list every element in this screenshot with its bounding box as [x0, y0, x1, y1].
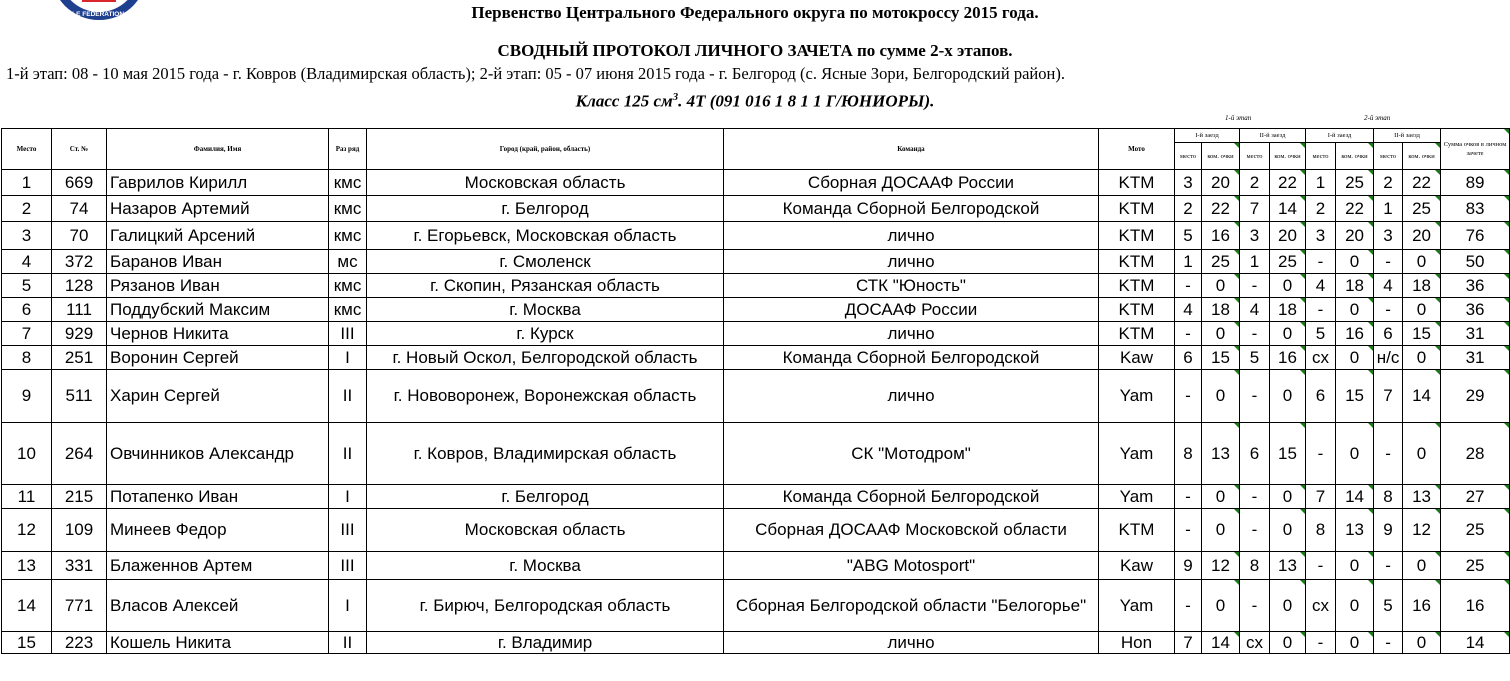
cell-total: 14: [1441, 632, 1510, 654]
cell-start-number: 929: [52, 322, 107, 346]
cell-rider-name: Галицкий Арсений: [107, 222, 329, 250]
cell-rank: кмс: [329, 222, 367, 250]
stage2-heat2: II-й заезд: [1374, 129, 1441, 143]
cell-s2h1-pos: -: [1306, 250, 1336, 274]
col-name: Фамилия, Имя: [107, 129, 329, 170]
cell-s2h2-pts: 18: [1403, 274, 1441, 298]
cell-s2h1-pos: 1: [1306, 170, 1336, 196]
cell-s1h1-pts: 0: [1202, 322, 1240, 346]
cell-s1h1-pos: 1: [1175, 250, 1202, 274]
cell-s2h1-pts: 0: [1336, 580, 1374, 632]
table-row: [2, 298, 1510, 322]
cell-moto: KTM: [1099, 170, 1175, 196]
cell-s1h2-pts: 22: [1270, 170, 1306, 196]
cell-s2h2-pos: 1: [1374, 196, 1403, 222]
cell-s1h2-pts: 16: [1270, 346, 1306, 370]
cell-s2h2-pos: 8: [1374, 485, 1403, 509]
cell-s1h1-pts: 0: [1202, 509, 1240, 552]
cell-place: 15: [2, 632, 52, 654]
cell-s1h1-pts: 25: [1202, 250, 1240, 274]
cell-s1h2-pts: 0: [1270, 632, 1306, 654]
cell-moto: Hon: [1099, 632, 1175, 654]
cell-total: 36: [1441, 274, 1510, 298]
cell-rank: кмс: [329, 196, 367, 222]
cell-start-number: 372: [52, 250, 107, 274]
s2h2-pts: ком. очки: [1403, 143, 1441, 170]
cell-start-number: 264: [52, 423, 107, 485]
cell-moto: KTM: [1099, 509, 1175, 552]
cell-rank: III: [329, 509, 367, 552]
cell-rider-name: Чернов Никита: [107, 322, 329, 346]
cell-moto: KTM: [1099, 322, 1175, 346]
cell-start-number: 331: [52, 552, 107, 580]
cell-s1h2-pos: 8: [1240, 552, 1270, 580]
col-total: Сумма очков в личном зачете: [1441, 129, 1510, 170]
cell-s1h1-pts: 18: [1202, 298, 1240, 322]
cell-s2h1-pos: 2: [1306, 196, 1336, 222]
cell-rider-name: Блаженнов Артем: [107, 552, 329, 580]
cell-s2h1-pts: 14: [1336, 485, 1374, 509]
results-table: [1, 128, 1510, 654]
cell-s2h1-pts: 25: [1336, 170, 1374, 196]
cell-s2h1-pos: 5: [1306, 322, 1336, 346]
cell-s1h1-pos: 9: [1175, 552, 1202, 580]
cell-s2h1-pts: 18: [1336, 274, 1374, 298]
cell-s2h1-pos: -: [1306, 298, 1336, 322]
cell-start-number: 511: [52, 370, 107, 423]
cell-start-number: 111: [52, 298, 107, 322]
cell-start-number: 223: [52, 632, 107, 654]
cell-s1h2-pos: -: [1240, 370, 1270, 423]
cell-city: г. Нововоронеж, Воронежская область: [367, 370, 724, 423]
table-row: [2, 552, 1510, 580]
cell-rider-name: Власов Алексей: [107, 580, 329, 632]
cell-place: 10: [2, 423, 52, 485]
cell-team: Команда Сборной Белгородской: [724, 196, 1099, 222]
cell-rider-name: Рязанов Иван: [107, 274, 329, 298]
cell-rider-name: Потапенко Иван: [107, 485, 329, 509]
s2h2-pos: место: [1374, 143, 1403, 170]
cell-s2h2-pts: 14: [1403, 370, 1441, 423]
cell-s1h1-pos: 7: [1175, 632, 1202, 654]
cell-rank: II: [329, 632, 367, 654]
cell-start-number: 771: [52, 580, 107, 632]
cell-s1h2-pts: 13: [1270, 552, 1306, 580]
stages-info: 1-й этап: 08 - 10 мая 2015 года - г. Ковров (Владимирская область); 2-й этап: 05 - 07 июня 2015 года - г. Белгород (с. Ясные Зори, Белгородский район).: [6, 64, 1065, 83]
cell-s2h2-pts: 0: [1403, 346, 1441, 370]
cell-s1h2-pts: 25: [1270, 250, 1306, 274]
cell-s1h2-pos: 1: [1240, 250, 1270, 274]
cell-s2h2-pos: 2: [1374, 170, 1403, 196]
cell-place: 12: [2, 509, 52, 552]
cell-rank: II: [329, 370, 367, 423]
cell-rider-name: Воронин Сергей: [107, 346, 329, 370]
cell-moto: Kaw: [1099, 346, 1175, 370]
cell-s1h1-pos: 8: [1175, 423, 1202, 485]
cell-s2h2-pts: 0: [1403, 250, 1441, 274]
cell-s1h2-pos: -: [1240, 322, 1270, 346]
cell-s2h1-pos: 7: [1306, 485, 1336, 509]
cell-s1h2-pos: 7: [1240, 196, 1270, 222]
cell-s1h2-pts: 0: [1270, 485, 1306, 509]
cell-rank: мс: [329, 250, 367, 274]
col-city: Город (край, район, область): [367, 129, 724, 170]
cell-s2h2-pos: -: [1374, 423, 1403, 485]
cell-s1h2-pos: сх: [1240, 632, 1270, 654]
table-row: [2, 274, 1510, 298]
cell-s2h1-pts: 0: [1336, 346, 1374, 370]
cell-team: Команда Сборной Белгородской: [724, 346, 1099, 370]
cell-s2h1-pts: 16: [1336, 322, 1374, 346]
cell-place: 11: [2, 485, 52, 509]
cell-s2h1-pts: 0: [1336, 423, 1374, 485]
cell-s2h2-pos: 9: [1374, 509, 1403, 552]
cell-place: 9: [2, 370, 52, 423]
page-title: Первенство Центрального Федерального округа по мотокроссу 2015 года.: [471, 3, 1039, 22]
cell-s2h2-pos: н/с: [1374, 346, 1403, 370]
cell-s2h2-pos: 4: [1374, 274, 1403, 298]
cell-place: 6: [2, 298, 52, 322]
cell-moto: KTM: [1099, 274, 1175, 298]
cell-s2h2-pos: -: [1374, 250, 1403, 274]
cell-team: лично: [724, 370, 1099, 423]
cell-city: Московская область: [367, 509, 724, 552]
cell-place: 1: [2, 170, 52, 196]
cell-s2h1-pos: сх: [1306, 346, 1336, 370]
cell-s2h2-pos: 5: [1374, 580, 1403, 632]
cell-s2h2-pts: 12: [1403, 509, 1441, 552]
cell-city: г. Курск: [367, 322, 724, 346]
cell-s1h1-pts: 20: [1202, 170, 1240, 196]
col-number: Ст. №: [52, 129, 107, 170]
cell-s1h2-pts: 0: [1270, 509, 1306, 552]
cell-total: 27: [1441, 485, 1510, 509]
col-team: Команда: [724, 129, 1099, 170]
cell-city: г. Владимир: [367, 632, 724, 654]
logo-text: ICYCLE FEDERATION OF R: [56, 11, 142, 18]
cell-city: г. Скопин, Рязанская область: [367, 274, 724, 298]
cell-city: г. Москва: [367, 552, 724, 580]
cell-s1h2-pos: 3: [1240, 222, 1270, 250]
cell-s1h2-pos: 2: [1240, 170, 1270, 196]
cell-city: г. Белгород: [367, 196, 724, 222]
cell-s2h2-pts: 22: [1403, 170, 1441, 196]
cell-city: г. Белгород: [367, 485, 724, 509]
table-row: [2, 580, 1510, 632]
cell-s2h2-pos: -: [1374, 552, 1403, 580]
class-title: Класс 125 $см^3$. 4Т (091 016 1 8 1 1 Г/ЮНИОРЫ).: [575, 91, 935, 111]
cell-s2h1-pos: -: [1306, 423, 1336, 485]
cell-total: 83: [1441, 196, 1510, 222]
cell-rider-name: Баранов Иван: [107, 250, 329, 274]
cell-s1h1-pos: -: [1175, 485, 1202, 509]
cell-city: г. Бирюч, Белгородская область: [367, 580, 724, 632]
cell-s1h2-pos: 4: [1240, 298, 1270, 322]
col-place: Место: [2, 129, 52, 170]
cell-s1h2-pos: 5: [1240, 346, 1270, 370]
cell-s1h1-pts: 16: [1202, 222, 1240, 250]
cell-s1h1-pos: -: [1175, 580, 1202, 632]
cell-s2h1-pts: 0: [1336, 632, 1374, 654]
cell-team: Команда Сборной Белгородской: [724, 485, 1099, 509]
cell-start-number: 215: [52, 485, 107, 509]
cell-s2h2-pts: 0: [1403, 632, 1441, 654]
cell-city: г. Москва: [367, 298, 724, 322]
table-row: [2, 370, 1510, 423]
cell-moto: Yam: [1099, 485, 1175, 509]
cell-s2h1-pts: 0: [1336, 250, 1374, 274]
cell-total: 25: [1441, 552, 1510, 580]
cell-s1h2-pos: -: [1240, 509, 1270, 552]
table-row: [2, 509, 1510, 552]
table-row: [2, 196, 1510, 222]
cell-total: 89: [1441, 170, 1510, 196]
cell-s1h1-pos: -: [1175, 370, 1202, 423]
cell-place: 7: [2, 322, 52, 346]
cell-total: 25: [1441, 509, 1510, 552]
cell-rider-name: Кошель Никита: [107, 632, 329, 654]
cell-s1h1-pts: 14: [1202, 632, 1240, 654]
table-row: [2, 222, 1510, 250]
cell-s1h2-pos: -: [1240, 485, 1270, 509]
cell-moto: Yam: [1099, 580, 1175, 632]
cell-s1h1-pts: 15: [1202, 346, 1240, 370]
cell-s1h2-pos: -: [1240, 580, 1270, 632]
cell-s2h2-pts: 13: [1403, 485, 1441, 509]
cell-s2h1-pos: 6: [1306, 370, 1336, 423]
cell-moto: KTM: [1099, 250, 1175, 274]
cell-team: СК "Мотодром": [724, 423, 1099, 485]
cell-s1h1-pos: 6: [1175, 346, 1202, 370]
cell-team: СТК "Юность": [724, 274, 1099, 298]
cell-s2h2-pts: 15: [1403, 322, 1441, 346]
s2h1-pts: ком. очки: [1336, 143, 1374, 170]
cell-s1h2-pts: 0: [1270, 322, 1306, 346]
cell-city: г. Смоленск: [367, 250, 724, 274]
cell-city: г. Ковров, Владимирская область: [367, 423, 724, 485]
cell-team: лично: [724, 222, 1099, 250]
cell-start-number: 70: [52, 222, 107, 250]
cell-s1h1-pts: 13: [1202, 423, 1240, 485]
cell-team: Сборная ДОСААФ России: [724, 170, 1099, 196]
cell-s2h1-pts: 20: [1336, 222, 1374, 250]
cell-s2h2-pts: 0: [1403, 552, 1441, 580]
cell-s2h1-pts: 13: [1336, 509, 1374, 552]
cell-start-number: 109: [52, 509, 107, 552]
cell-place: 13: [2, 552, 52, 580]
cell-s1h1-pos: 4: [1175, 298, 1202, 322]
cell-team: "ABG Motosport": [724, 552, 1099, 580]
stage1-heat1: I-й заезд: [1175, 129, 1240, 143]
table-row: [2, 632, 1510, 654]
s1h2-pos: место: [1240, 143, 1270, 170]
cell-rank: кмс: [329, 298, 367, 322]
cell-start-number: 128: [52, 274, 107, 298]
cell-s2h1-pts: 0: [1336, 552, 1374, 580]
cell-rank: I: [329, 346, 367, 370]
table-row: [2, 170, 1510, 196]
cell-s1h2-pts: 0: [1270, 580, 1306, 632]
cell-s2h2-pts: 16: [1403, 580, 1441, 632]
cell-s1h1-pos: 2: [1175, 196, 1202, 222]
cell-s1h2-pos: -: [1240, 274, 1270, 298]
cell-s1h1-pts: 0: [1202, 580, 1240, 632]
cell-moto: KTM: [1099, 298, 1175, 322]
cell-start-number: 251: [52, 346, 107, 370]
cell-s1h1-pos: -: [1175, 322, 1202, 346]
table-row: [2, 250, 1510, 274]
cell-rank: кмс: [329, 274, 367, 298]
cell-team: Сборная ДОСААФ Московской области: [724, 509, 1099, 552]
cell-s2h2-pts: 0: [1403, 298, 1441, 322]
cell-s2h1-pos: -: [1306, 632, 1336, 654]
cell-place: 2: [2, 196, 52, 222]
cell-start-number: 669: [52, 170, 107, 196]
stage2-heat1: I-й заезд: [1306, 129, 1374, 143]
s2h1-pos: место: [1306, 143, 1336, 170]
cell-s2h1-pos: сх: [1306, 580, 1336, 632]
cell-total: 28: [1441, 423, 1510, 485]
col-moto: Мото: [1099, 129, 1175, 170]
cell-s2h2-pos: -: [1374, 298, 1403, 322]
cell-s2h2-pos: -: [1374, 632, 1403, 654]
cell-s1h2-pts: 15: [1270, 423, 1306, 485]
cell-s1h1-pts: 0: [1202, 485, 1240, 509]
cell-s1h1-pts: 0: [1202, 274, 1240, 298]
cell-s2h1-pos: 3: [1306, 222, 1336, 250]
cell-s2h1-pos: 4: [1306, 274, 1336, 298]
cell-rider-name: Минеев Федор: [107, 509, 329, 552]
cell-s2h2-pos: 6: [1374, 322, 1403, 346]
cell-moto: Yam: [1099, 370, 1175, 423]
table-row: [2, 322, 1510, 346]
cell-place: 4: [2, 250, 52, 274]
cell-s1h2-pts: 14: [1270, 196, 1306, 222]
cell-rank: III: [329, 322, 367, 346]
cell-rank: III: [329, 552, 367, 580]
cell-moto: KTM: [1099, 222, 1175, 250]
cell-s1h2-pts: 0: [1270, 370, 1306, 423]
cell-team: ДОСААФ России: [724, 298, 1099, 322]
cell-s2h1-pts: 0: [1336, 298, 1374, 322]
cell-moto: Yam: [1099, 423, 1175, 485]
cell-city: г. Новый Оскол, Белгородской область: [367, 346, 724, 370]
cell-s1h1-pts: 22: [1202, 196, 1240, 222]
cell-rider-name: Поддубский Максим: [107, 298, 329, 322]
cell-s1h1-pos: -: [1175, 509, 1202, 552]
cell-city: г. Егорьевск, Московская область: [367, 222, 724, 250]
cell-rank: кмс: [329, 170, 367, 196]
cell-moto: Kaw: [1099, 552, 1175, 580]
cell-rank: I: [329, 580, 367, 632]
s1h1-pos: место: [1175, 143, 1202, 170]
cell-place: 14: [2, 580, 52, 632]
cell-rider-name: Овчинников Александр: [107, 423, 329, 485]
table-row: [2, 346, 1510, 370]
cell-s1h2-pos: 6: [1240, 423, 1270, 485]
cell-rider-name: Гаврилов Кирилл: [107, 170, 329, 196]
cell-s2h1-pts: 22: [1336, 196, 1374, 222]
cell-total: 31: [1441, 322, 1510, 346]
cell-total: 76: [1441, 222, 1510, 250]
cell-s1h2-pts: 18: [1270, 298, 1306, 322]
stage2-label: 2-й этап: [1364, 114, 1391, 122]
cell-s2h1-pos: 8: [1306, 509, 1336, 552]
cell-place: 5: [2, 274, 52, 298]
cell-s1h2-pts: 20: [1270, 222, 1306, 250]
s1h2-pts: ком. очки: [1270, 143, 1306, 170]
table-row: [2, 423, 1510, 485]
cell-total: 29: [1441, 370, 1510, 423]
cell-s1h1-pos: 3: [1175, 170, 1202, 196]
page-subtitle: СВОДНЫЙ ПРОТОКОЛ ЛИЧНОГО ЗАЧЕТА по сумме 2-х этапов.: [497, 41, 1013, 60]
cell-rank: II: [329, 423, 367, 485]
cell-s2h1-pts: 15: [1336, 370, 1374, 423]
table-row: [2, 485, 1510, 509]
cell-rider-name: Назаров Артемий: [107, 196, 329, 222]
cell-s1h1-pos: -: [1175, 274, 1202, 298]
cell-place: 3: [2, 222, 52, 250]
cell-s1h1-pos: 5: [1175, 222, 1202, 250]
cell-s1h2-pts: 0: [1270, 274, 1306, 298]
cell-start-number: 74: [52, 196, 107, 222]
cell-total: 50: [1441, 250, 1510, 274]
cell-s2h2-pts: 20: [1403, 222, 1441, 250]
cell-team: Сборная Белгородской области "Белогорье": [724, 580, 1099, 632]
cell-s2h1-pos: -: [1306, 552, 1336, 580]
col-rank: Раз ряд: [329, 129, 367, 170]
stage1-label: 1-й этап: [1225, 114, 1252, 122]
cell-city: Московская область: [367, 170, 724, 196]
cell-s2h2-pos: 3: [1374, 222, 1403, 250]
cell-total: 36: [1441, 298, 1510, 322]
cell-s1h1-pts: 0: [1202, 370, 1240, 423]
cell-moto: KTM: [1099, 196, 1175, 222]
cell-total: 31: [1441, 346, 1510, 370]
cell-team: лично: [724, 632, 1099, 654]
cell-team: лично: [724, 250, 1099, 274]
stage1-heat2: II-й заезд: [1240, 129, 1306, 143]
cell-place: 8: [2, 346, 52, 370]
cell-total: 16: [1441, 580, 1510, 632]
cell-s2h2-pos: 7: [1374, 370, 1403, 423]
cell-s1h1-pts: 12: [1202, 552, 1240, 580]
cell-rank: I: [329, 485, 367, 509]
cell-team: лично: [724, 322, 1099, 346]
cell-rider-name: Харин Сергей: [107, 370, 329, 423]
s1h1-pts: ком. очки: [1202, 143, 1240, 170]
cell-s2h2-pts: 25: [1403, 196, 1441, 222]
cell-s2h2-pts: 0: [1403, 423, 1441, 485]
